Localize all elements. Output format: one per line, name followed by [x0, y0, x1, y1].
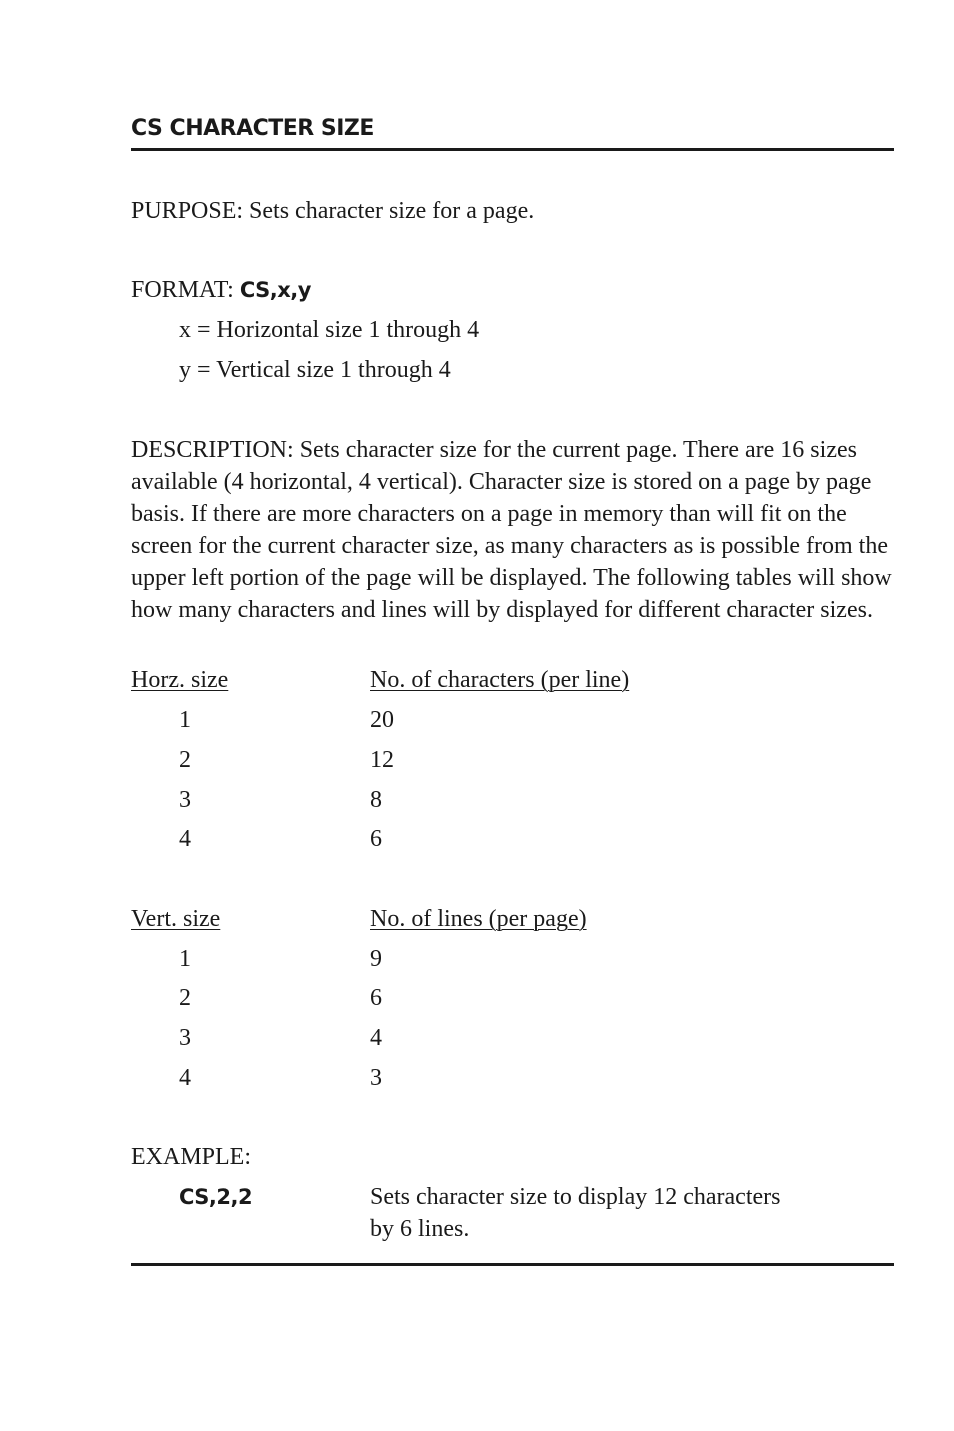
- heading-rule: [131, 148, 894, 151]
- table-cell: 3: [370, 1065, 382, 1091]
- table-cell: 2: [179, 747, 191, 773]
- table-cell: 9: [370, 946, 382, 972]
- table-cell: 1: [179, 946, 191, 972]
- table-cell: 3: [179, 1025, 191, 1051]
- table-cell: 3: [179, 787, 191, 813]
- purpose-line: [131, 195, 534, 227]
- section-heading: CS CHARACTER SIZE: [131, 116, 374, 141]
- table-cell: 4: [179, 1065, 191, 1091]
- table-cell: 4: [370, 1025, 382, 1051]
- example-text-line-1: Sets character size to display 12 characters: [370, 1184, 781, 1210]
- description-text: Sets character size for the current page. There are 16 sizes available (4 horizontal, 4 vertical). Character size is stored on a page by page basis. If there are more characters on a page in memory than will fit on the screen for the current character size, as many characters as is possible from the upper left portion of the page will be displayed. The following tables will show how many characters and lines will by displayed for different character sizes.: [131, 437, 892, 623]
- table-cell: 6: [370, 985, 382, 1011]
- lines-per-page-header: No. of lines (per page): [370, 906, 587, 932]
- purpose-label: PURPOSE:: [131, 198, 244, 224]
- table-cell: 12: [370, 747, 394, 773]
- horz-size-header: Horz. size: [131, 667, 229, 693]
- example-code: CS,2,2: [179, 1185, 253, 1209]
- table-cell: 2: [179, 985, 191, 1011]
- format-label: FORMAT:: [131, 277, 234, 303]
- table-cell: 20: [370, 707, 394, 733]
- purpose-text: Sets character size for a page.: [249, 198, 535, 224]
- chars-per-line-header: No. of characters (per line): [370, 667, 630, 693]
- example-label: EXAMPLE:: [131, 1144, 251, 1170]
- table-cell: 6: [370, 826, 382, 852]
- footer-rule: [131, 1263, 894, 1266]
- table-cell: 4: [179, 826, 191, 852]
- description-paragraph: [131, 434, 894, 626]
- table-cell: 8: [370, 787, 382, 813]
- format-param-x: x = Horizontal size 1 through 4: [179, 317, 480, 343]
- table-cell: 1: [179, 707, 191, 733]
- format-line: [131, 274, 311, 306]
- vert-size-header: Vert. size: [131, 906, 221, 932]
- description-label: DESCRIPTION:: [131, 437, 294, 463]
- format-param-y: y = Vertical size 1 through 4: [179, 357, 451, 383]
- example-text-line-2: by 6 lines.: [370, 1216, 470, 1242]
- format-code: CS,x,y: [239, 278, 311, 302]
